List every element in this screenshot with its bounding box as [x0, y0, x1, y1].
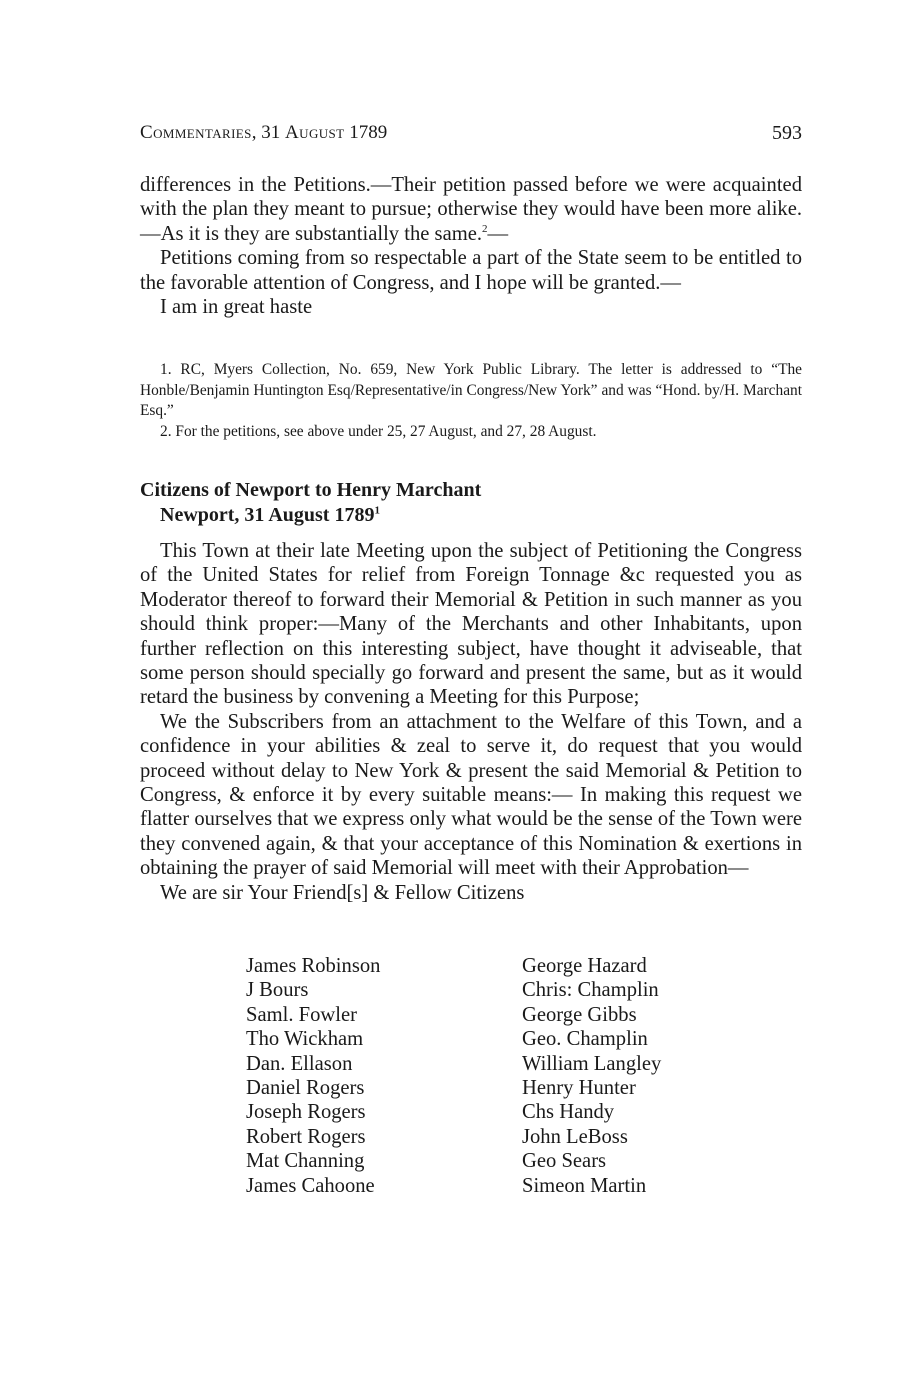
signature-column-right: [522, 954, 661, 1198]
signatory-name: Tho Wickham: [246, 1028, 364, 1051]
book-page: [140, 0, 802, 1380]
running-head-title: [140, 118, 387, 148]
signatory-name: George Gibbs: [522, 1003, 637, 1026]
signatory-name: Chris: Champlin: [522, 979, 659, 1002]
signatory-name: James Cahoone: [246, 1174, 375, 1197]
paragraph-text: differences in the Petitions.—Their petition passed before we were acquainted with the plan they meant to pursue; otherwise they would have been more alike.—As it is they are substantially the same.: [140, 174, 802, 245]
signatory-name: William Langley: [522, 1052, 662, 1075]
closing-line: We are sir Your Friend[s] & Fellow Citizens: [160, 881, 525, 904]
footnotes: [140, 360, 802, 442]
document-title: Citizens of Newport to Henry Marchant: [140, 479, 482, 501]
footnote-ref: 1: [374, 503, 380, 516]
signatory-name: J Bours: [246, 979, 309, 1002]
body-paragraph: [140, 173, 802, 246]
previous-letter-conclusion: [140, 173, 802, 319]
signatory-name: John LeBoss: [522, 1125, 628, 1148]
running-head-year: 1789: [344, 122, 388, 143]
signatory-name: Dan. Ellason: [246, 1052, 353, 1075]
paragraph-tail: —: [487, 222, 509, 245]
footnote-1: 1. RC, Myers Collection, No. 659, New York Public Library. The letter is addressed to “The Honble/Benjamin Huntington Esq/Representative/in Congress/New York” and was “Hond. by/H. Marchant Esq.”: [140, 361, 802, 419]
signatory-name: Robert Rogers: [246, 1125, 366, 1148]
page-number: 593: [772, 122, 802, 144]
footnote-2: 2. For the petitions, see above under 25, 27 August, and 27, 28 August.: [160, 422, 597, 440]
signatory-name: Henry Hunter: [522, 1077, 636, 1100]
signatory-name: Geo Sears: [522, 1150, 607, 1173]
running-head-word: Commentaries: [140, 122, 252, 143]
signatory-name: Daniel Rogers: [246, 1077, 365, 1100]
body-paragraph: This Town at their late Meeting upon the subject of Petitioning the Congress of the United States for relief from Foreign Tonnage &c requested you as Moderator thereof to forward their Memorial & Petition in such manner as you should think proper:—Many of the Merchants and other Inhabitants, upon further reflection on this interesting subject, have thought it adviseable, that some person should specially go forward and present the same, but as it would retard the business by convening a Meeting for this Purpose;: [140, 540, 802, 709]
body-paragraph: Petitions coming from so respectable a part of the State seem to be entitled to the favorable attention of Congress, and I hope will be granted.—: [140, 247, 802, 294]
signatory-name: Chs Handy: [522, 1101, 615, 1124]
signature-column-left: [246, 954, 380, 1198]
document-dateline: [140, 503, 802, 528]
signatory-name: Geo. Champlin: [522, 1028, 648, 1051]
dateline-text: Newport, 31 August 1789: [160, 503, 375, 526]
running-head-month: August: [285, 122, 345, 143]
signatory-name: Joseph Rogers: [246, 1101, 366, 1124]
signatory-name: George Hazard: [522, 955, 647, 977]
letter-body: [140, 539, 802, 905]
signatory-name: Saml. Fowler: [246, 1003, 357, 1026]
running-head: [140, 118, 802, 148]
body-paragraph: We the Subscribers from an attachment to the Welfare of this Town, and a confidence in your abilities & zeal to serve it, do request that you would proceed without delay to New York & present the said Memorial & Petition to Congress, & enforce it by every suitable means:— In making this request we flatter ourselves that we express only what would be the sense of the Town were they convened again, & that your acceptance of this Nomination & exertions in obtaining the prayer of said Memorial will meet with their Approbation—: [140, 710, 802, 880]
signatory-name: Mat Channing: [246, 1150, 365, 1173]
signatory-name: Simeon Martin: [522, 1174, 647, 1197]
footnote-ref: 2: [482, 222, 488, 235]
document-heading: [140, 478, 802, 527]
signatory-name: James Robinson: [246, 955, 381, 977]
closing-line: I am in great haste: [160, 296, 313, 319]
running-head-date: , 31: [251, 122, 286, 143]
